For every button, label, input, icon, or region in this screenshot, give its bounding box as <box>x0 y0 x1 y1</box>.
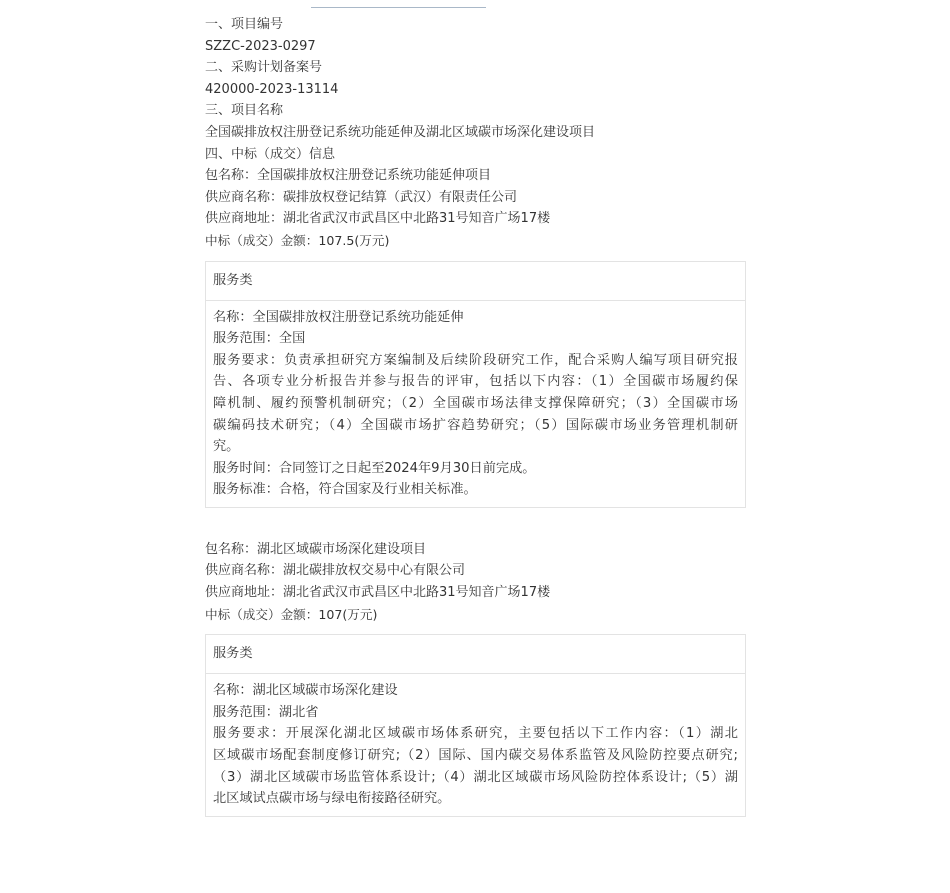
plan-record-heading: 二、采购计划备案号 <box>205 60 323 76</box>
package2-requirement-line: （3）湖北区域碳市场监管体系设计;（4）湖北区域碳市场风险防控体系设计;（5）湖 <box>213 769 738 785</box>
package2-service-box <box>205 634 746 817</box>
package2-supplier-name: 供应商名称：湖北碳排放权交易中心有限公司 <box>205 563 466 579</box>
package1-service-name: 名称：全国碳排放权注册登记系统功能延伸 <box>213 309 464 325</box>
package1-box-body <box>206 301 745 507</box>
package2-requirement-line: 区域碳市场配套制度修订研究;（2）国际、国内碳交易体系监管及风险防控要点研究; <box>213 748 738 764</box>
package2-requirement-line: 服务要求：开展深化湖北区域碳市场体系研究，主要包括以下工作内容：（1）湖北 <box>213 726 738 742</box>
package1-amount: 中标（成交）金额：107.5(万元) <box>205 232 390 248</box>
package1-requirement-line: 服务要求：负责承担研究方案编制及后续阶段研究工作，配合采购人编写项目研究报 <box>213 352 738 368</box>
package1-service-time: 服务时间：合同签订之日起至2024年9月30日前完成。 <box>213 460 536 476</box>
package2-service-name: 名称：湖北区域碳市场深化建设 <box>213 683 398 699</box>
package2-service-scope: 服务范围：湖北省 <box>213 704 319 720</box>
plan-record-number: 420000-2023-13114 <box>205 81 339 97</box>
package1-box-title: 服务类 <box>206 262 745 301</box>
package1-requirement-line: 告、各项专业分析报告并参与报告的评审，包括以下内容：（1）全国碳市场履约保 <box>213 374 738 390</box>
project-name: 全国碳排放权注册登记系统功能延伸及湖北区域碳市场深化建设项目 <box>205 124 596 140</box>
package2-box-title: 服务类 <box>206 635 745 674</box>
package-spacer <box>205 508 746 539</box>
notice-content <box>205 14 746 817</box>
package1-supplier-name: 供应商名称：碳排放权登记结算（武汉）有限责任公司 <box>205 189 518 205</box>
package1-requirement-line: 碳编码技术研究；（4）全国碳市场扩容趋势研究；（5）国际碳市场业务管理机制研 <box>213 417 738 433</box>
package1-requirement-line: 障机制、履约预警机制研究；（2）全国碳市场法律支撑保障研究；（3）全国碳市场 <box>213 395 738 411</box>
project-number-heading: 一、项目编号 <box>205 17 284 32</box>
package2-amount: 中标（成交）金额：107(万元) <box>205 606 378 622</box>
award-heading: 四、中标（成交）信息 <box>205 146 336 162</box>
package1-service-requirement <box>213 350 738 458</box>
package2-service-requirement <box>213 723 738 809</box>
package1-requirement-line: 究。 <box>213 439 240 455</box>
package2-supplier-address: 供应商地址：湖北省武汉市武昌区中北路31号知音广场17楼 <box>205 585 551 601</box>
package1-service-scope: 服务范围：全国 <box>213 331 306 347</box>
package2-name: 包名称：湖北区域碳市场深化建设项目 <box>205 541 427 557</box>
project-name-heading: 三、项目名称 <box>205 103 284 119</box>
package1-name: 包名称：全国碳排放权注册登记系统功能延伸项目 <box>205 168 492 184</box>
package1-service-standard: 服务标准：合格，符合国家及行业相关标准。 <box>213 482 477 498</box>
project-number: SZZC-2023-0297 <box>205 38 316 54</box>
package2-requirement-line: 北区域试点碳市场与绿电衔接路径研究。 <box>213 791 451 807</box>
package1-service-box <box>205 261 746 508</box>
package1-supplier-address: 供应商地址：湖北省武汉市武昌区中北路31号知音广场17楼 <box>205 211 551 227</box>
package2-box-body <box>206 674 745 816</box>
top-divider <box>311 7 486 8</box>
